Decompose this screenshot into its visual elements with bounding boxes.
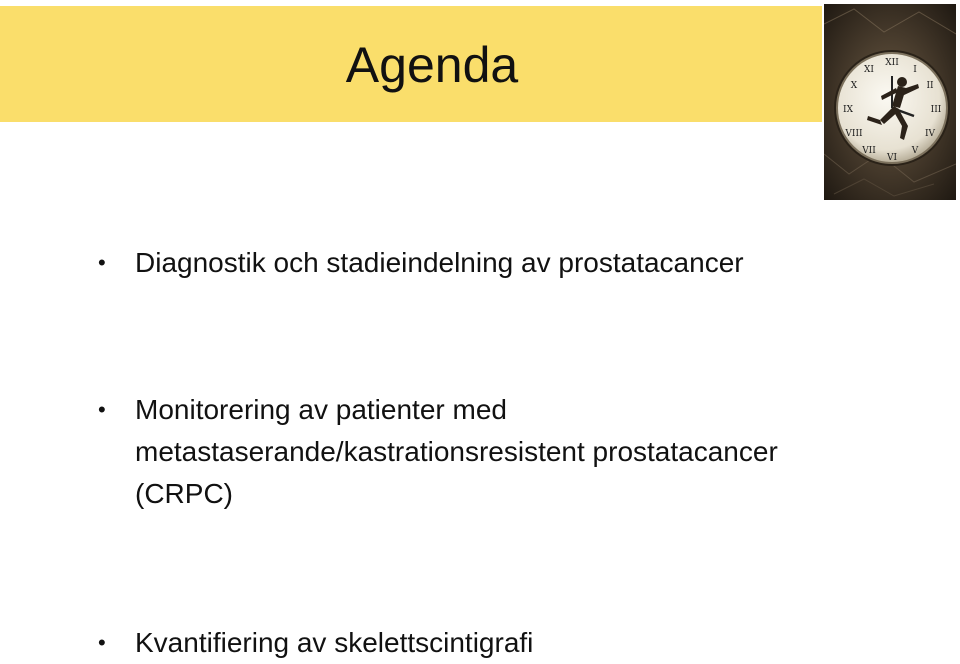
bullet-marker: • (98, 397, 106, 422)
agenda-item-text (135, 242, 895, 284)
bullet-marker: • (98, 630, 106, 655)
agenda-item-line: Monitorering av patienter med (135, 394, 507, 425)
agenda-item-line: Diagnostik och stadieindelning av prostatacancer (135, 247, 744, 278)
svg-text:I: I (913, 65, 917, 75)
svg-text:XI: XI (864, 65, 874, 75)
agenda-item-text (135, 389, 895, 515)
svg-text:IV: IV (924, 129, 936, 139)
svg-text:II: II (926, 81, 934, 91)
slide-title: Agenda (345, 37, 519, 93)
svg-text:VIII: VIII (845, 129, 863, 139)
svg-text:VI: VI (886, 153, 898, 163)
agenda-item-line: (CRPC) (135, 478, 233, 509)
agenda-item-line: metastaserande/kastrationsresistent prostatacancer (135, 436, 778, 467)
svg-text:III: III (930, 105, 942, 115)
svg-text:VII: VII (862, 146, 876, 156)
agenda-item-line: Kvantifiering av skelettscintigrafi (135, 627, 534, 658)
agenda-item-text (135, 622, 895, 664)
bullet-marker: • (98, 250, 106, 275)
svg-text:XII: XII (885, 58, 899, 68)
svg-text:X: X (850, 81, 858, 91)
svg-text:IX: IX (843, 105, 853, 115)
svg-text:V: V (911, 146, 919, 156)
